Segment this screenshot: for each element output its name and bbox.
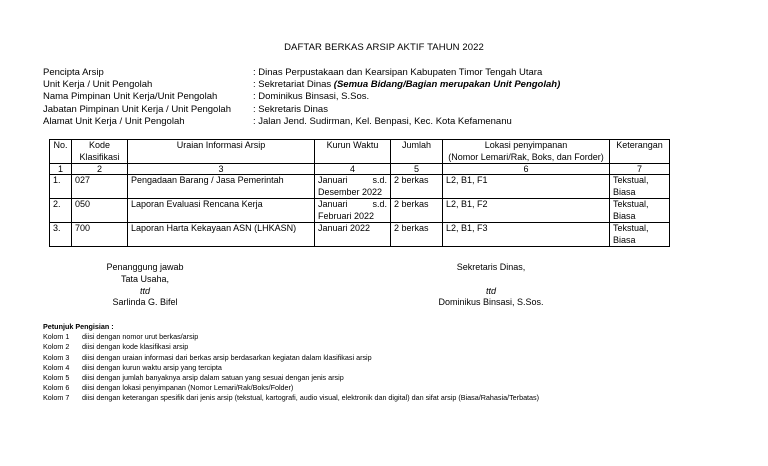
header-no: No. xyxy=(50,140,72,164)
meta-row-pencipta xyxy=(43,67,560,79)
column-number-row xyxy=(50,164,670,175)
header-lokasi xyxy=(443,140,610,164)
petunjuk-pengisian xyxy=(43,322,539,404)
header-lokasi-line1: Lokasi penyimpanan xyxy=(484,140,568,150)
column-number: 3 xyxy=(128,164,315,175)
cell-no: 3. xyxy=(50,223,72,247)
header-kurun-waktu: Kurun Waktu xyxy=(315,140,391,164)
list-item xyxy=(43,373,539,383)
table-row xyxy=(50,175,670,199)
kolom-text: diisi dengan kode klasifikasi arsip xyxy=(82,342,189,352)
column-number: 7 xyxy=(610,164,670,175)
waktu-start: Januari xyxy=(318,175,348,185)
cell-jumlah: 2 berkas xyxy=(391,199,443,223)
list-item xyxy=(43,332,539,342)
kolom-label: Kolom 7 xyxy=(43,393,70,403)
table-header-row xyxy=(50,140,670,164)
cell-kode: 050 xyxy=(72,199,128,223)
table-row xyxy=(50,199,670,223)
waktu-sd: s.d. xyxy=(372,199,387,209)
meta-label: Nama Pimpinan Unit Kerja/Unit Pengolah xyxy=(43,91,218,103)
column-number: 2 xyxy=(72,164,128,175)
meta-row-nama-pimpinan xyxy=(43,91,560,103)
column-number: 4 xyxy=(315,164,391,175)
signature-ttd: ttd xyxy=(139,285,150,296)
column-number: 5 xyxy=(391,164,443,175)
signature-penanggung-jawab xyxy=(85,262,205,309)
meta-value: : Sekretariat Dinas xyxy=(253,79,334,91)
keterangan-jenis: Tekstual, xyxy=(613,223,649,233)
list-item xyxy=(43,363,539,373)
cell-no: 1. xyxy=(50,175,72,199)
cell-no: 2. xyxy=(50,199,72,223)
kolom-text: diisi dengan lokasi penyimpanan (Nomor Lemari/Rak/Boks/Folder) xyxy=(82,383,294,393)
signature-spacer xyxy=(420,274,562,286)
list-item xyxy=(43,393,539,403)
petunjuk-title: Petunjuk Pengisian : xyxy=(43,322,114,331)
meta-row-unit-kerja xyxy=(43,79,560,91)
cell-kode: 700 xyxy=(72,223,128,247)
keterangan-sifat: Biasa xyxy=(613,186,636,197)
cell-keterangan xyxy=(610,175,670,199)
signature-name: Sarlinda G. Bifel xyxy=(112,297,178,308)
cell-kurun-waktu xyxy=(315,199,391,223)
document-metadata xyxy=(43,67,560,128)
cell-kode: 027 xyxy=(72,175,128,199)
kolom-label: Kolom 5 xyxy=(43,373,70,383)
meta-value: : Jalan Jend. Sudirman, Kel. Benpasi, Kec. Kota Kefamenanu xyxy=(253,115,512,127)
waktu-end: Desember 2022 xyxy=(318,186,383,197)
cell-kurun-waktu xyxy=(315,175,391,199)
meta-row-jabatan xyxy=(43,104,560,116)
waktu-start: Januari 2022 xyxy=(318,223,371,233)
kolom-label: Kolom 3 xyxy=(43,352,70,362)
kolom-text: diisi dengan jumlah banyaknya arsip dalam satuan yang sesuai dengan jenis arsip xyxy=(82,373,344,383)
signature-unit: Tata Usaha, xyxy=(120,273,170,284)
kolom-label: Kolom 1 xyxy=(43,332,70,342)
kolom-text: diisi dengan nomor urut berkas/arsip xyxy=(82,332,199,342)
keterangan-sifat: Biasa xyxy=(613,234,636,245)
cell-lokasi: L2, B1, F2 xyxy=(443,199,610,223)
waktu-start: Januari xyxy=(318,199,348,209)
meta-label: Pencipta Arsip xyxy=(43,67,104,78)
keterangan-sifat: Biasa xyxy=(613,210,636,221)
kolom-text: diisi dengan keterangan spesifik dari jenis arsip (tekstual, kartografi, audio visual, elektronik dan digital) dan sifat arsip (Biasa/Rahasia/Terbatas) xyxy=(82,393,540,403)
list-item xyxy=(43,353,539,363)
keterangan-jenis: Tekstual, xyxy=(613,175,649,185)
signature-ttd: ttd xyxy=(485,285,496,296)
kolom-label: Kolom 2 xyxy=(43,342,70,352)
cell-keterangan xyxy=(610,199,670,223)
signature-sekretaris xyxy=(420,262,562,309)
cell-uraian: Pengadaan Barang / Jasa Pemerintah xyxy=(128,175,315,199)
signature-role: Penanggung jawab xyxy=(106,262,184,272)
column-number: 6 xyxy=(443,164,610,175)
cell-kurun-waktu xyxy=(315,223,391,247)
meta-emphasis: (Semua Bidang/Bagian merupakan Unit Pengolah) xyxy=(333,79,561,91)
keterangan-jenis: Tekstual, xyxy=(613,199,649,209)
cell-jumlah: 2 berkas xyxy=(391,175,443,199)
kolom-text: diisi dengan kurun waktu arsip yang tercipta xyxy=(82,362,222,372)
header-jumlah: Jumlah xyxy=(391,140,443,164)
signature-role: Sekretaris Dinas, xyxy=(456,262,526,272)
meta-label: Jabatan Pimpinan Unit Kerja / Unit Pengolah xyxy=(43,103,232,115)
meta-value: : Sekretaris Dinas xyxy=(253,103,328,115)
cell-lokasi: L2, B1, F3 xyxy=(443,223,610,247)
meta-label: Alamat Unit Kerja / Unit Pengolah xyxy=(43,115,185,127)
cell-keterangan xyxy=(610,223,670,247)
header-kode: Kode Klasifikasi xyxy=(72,140,128,164)
cell-uraian: Laporan Harta Kekayaan ASN (LHKASN) xyxy=(128,223,315,247)
header-uraian: Uraian Informasi Arsip xyxy=(128,140,315,164)
meta-value: : Dinas Perpustakaan dan Kearsipan Kabupaten Timor Tengah Utara xyxy=(253,67,543,78)
signature-name: Dominikus Binsasi, S.Sos. xyxy=(438,297,544,308)
list-item xyxy=(43,342,539,352)
meta-row-alamat xyxy=(43,116,560,128)
kolom-text: diisi dengan uraian informasi dari berkas arsip berdasarkan kegiatan dalam klasifikasi arsip xyxy=(82,352,372,362)
waktu-end: Februari 2022 xyxy=(318,210,375,221)
arsip-table xyxy=(49,139,670,247)
cell-uraian: Laporan Evaluasi Rencana Kerja xyxy=(128,199,315,223)
cell-jumlah: 2 berkas xyxy=(391,223,443,247)
kolom-label: Kolom 6 xyxy=(43,383,70,393)
kolom-label: Kolom 4 xyxy=(43,362,70,372)
cell-lokasi: L2, B1, F1 xyxy=(443,175,610,199)
document-title: DAFTAR BERKAS ARSIP AKTIF TAHUN 2022 xyxy=(284,42,484,53)
header-lokasi-line2: (Nomor Lemari/Rak, Boks, dan Forder) xyxy=(448,151,604,162)
column-number: 1 xyxy=(50,164,72,175)
table-row xyxy=(50,223,670,247)
waktu-sd: s.d. xyxy=(372,175,387,185)
meta-value: : Dominikus Binsasi, S.Sos. xyxy=(253,91,370,103)
meta-label: Unit Kerja / Unit Pengolah xyxy=(43,79,153,91)
list-item xyxy=(43,383,539,393)
header-keterangan: Keterangan xyxy=(610,140,670,164)
